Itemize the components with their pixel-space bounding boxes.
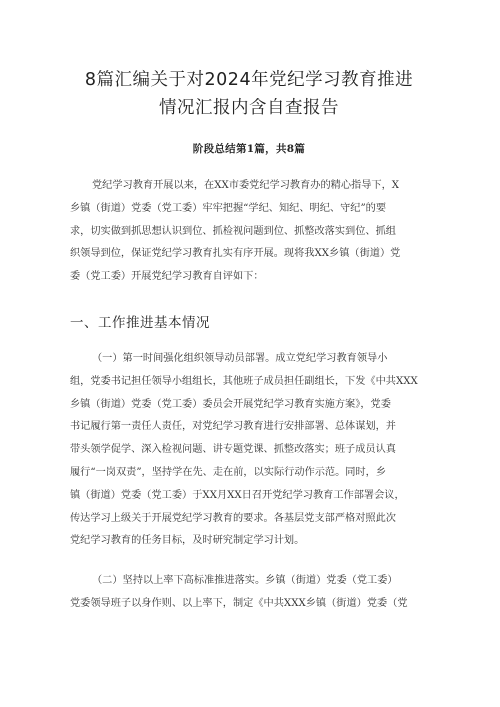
section-heading: 一、工作推进基本情况 [70,314,210,331]
title-line-1: 8篇汇编关于对2024年党纪学习教育推进 [84,70,414,90]
document-title [70,66,428,122]
section1-line: 党纪学习教育的任务目标，及时研究制定学习计划。 [70,535,305,547]
title-line-2: 情况汇报内含自查报告 [159,98,339,118]
section1-paragraph [70,348,428,553]
intro-line: 委（党工委）开展党纪学习教育自评如下： [70,271,264,283]
intro-paragraph [70,175,428,289]
section2-line: 党委领导班子以身作则、以上率下，制定《中共XXX乡镇（街道）党委（党 [70,597,408,609]
section1-line: （一）第一时间强化组织领导动员部署。成立党纪学习教育领导小 [92,352,388,364]
section1-line: 镇（街道）党委（党工委）于XX月XX日召开党纪学习教育工作部署会议， [70,489,405,501]
section1-line: 书记履行第一责任人责任，对党纪学习教育进行安排部署、总体谋划，并 [70,421,396,433]
section1-line: 乡镇（街道）党委（党工委）委员会开展党纪学习教育实施方案》，党委 [70,398,391,410]
section2-paragraph [70,570,428,616]
section1-line: 带头领学促学、深入检视问题、讲专题党课、抓整改落实；班子成员认真 [70,444,396,456]
section1-line: 传达学习上级关于开展党纪学习教育的要求。各基层党支部严格对照此次 [70,512,396,524]
section1-line: 履行“一岗双责”，坚持学在先、走在前，以实际行动作示范。同时，乡 [70,466,387,478]
intro-line: 党纪学习教育开展以来，在XX市委党纪学习教育办的精心指导下，X [92,180,400,191]
intro-line: 求，切实做到抓思想认识到位、抓检视问题到位、抓整改落实到位、抓组 [70,225,396,237]
intro-line: 织领导到位，保证党纪学习教育扎实有序开展。现将我XX乡镇（街道）党 [70,248,401,260]
intro-line: 乡镇（街道）党委（党工委）牢牢把握“学纪、知纪、明纪、守纪”的要 [70,202,387,214]
document-subtitle: 阶段总结第1篇，共8篇 [192,143,306,155]
section2-line: （二）坚持以上率下高标准推进落实。乡镇（街道）党委（党工委） [92,575,398,587]
section1-line: 组，党委书记担任领导小组组长，其他班子成员担任副组长，下发《中共XXX [70,375,418,387]
